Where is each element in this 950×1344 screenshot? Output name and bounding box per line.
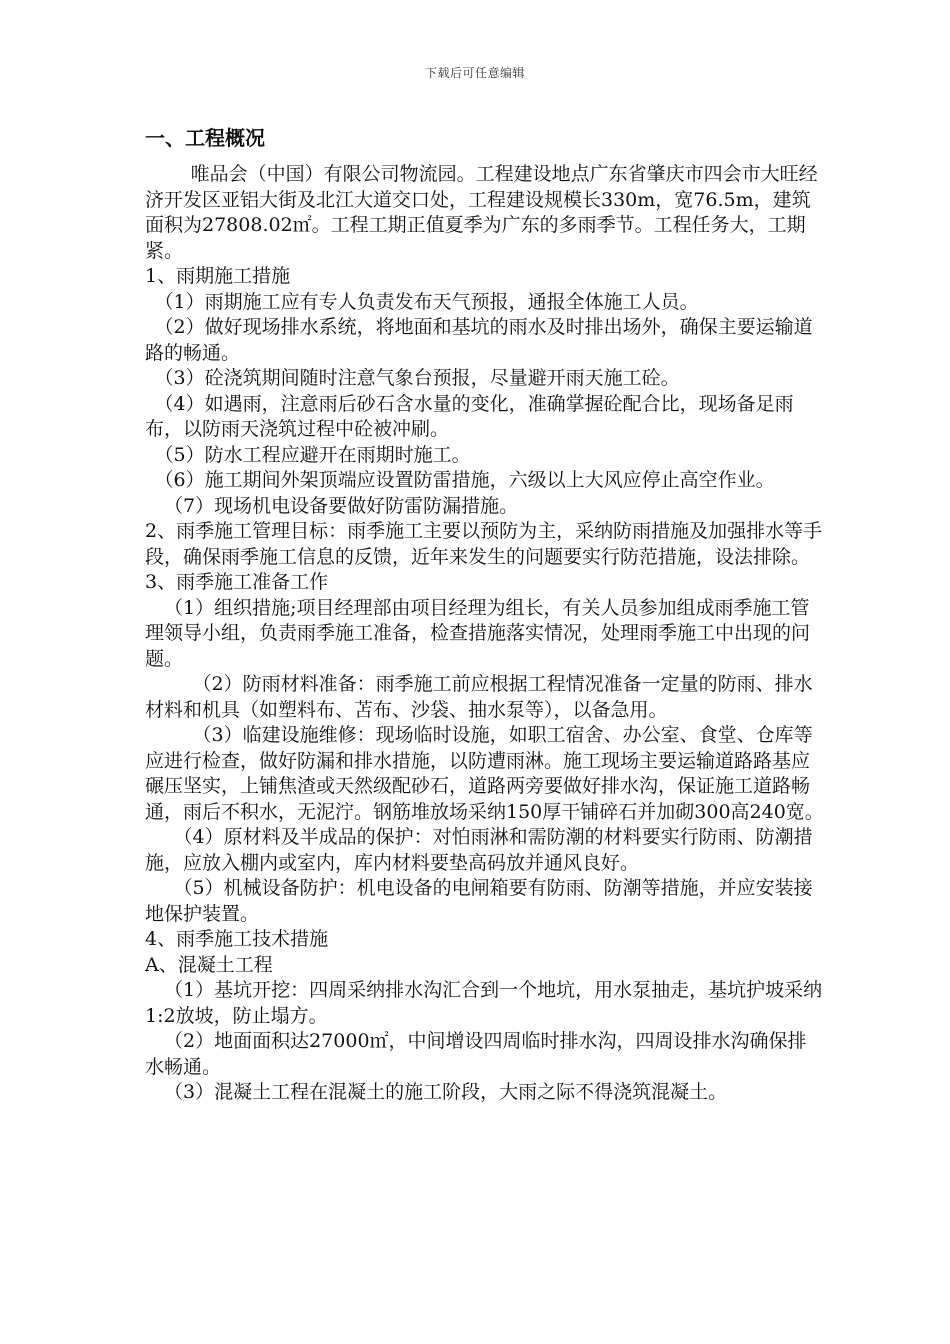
- list-item: （3）混凝土工程在混凝土的施工阶段，大雨之际不得浇筑混凝土。: [164, 1081, 728, 1103]
- list-item: （6）施工期间外架顶端应设置防雷措施，六级以上大风应停止高空作业。: [154, 469, 775, 491]
- list-item: （7）现场机电设备要做好防雷防漏措施。: [164, 494, 519, 517]
- list-item: （1）组织措施;项目经理部由项目经理为组长，有关人员参加组成雨季施工管理领导小组，负责雨季施工准备，检查措施落实情况，处理雨季施工中出现的问题。: [145, 596, 811, 670]
- list-item: （5）机械设备防护：机电设备的电闸箱要有防雨、防潮等措施，并应安装接地保护装置。: [145, 877, 813, 925]
- list-item: （2）防雨材料准备：雨季施工前应根据工程情况准备一定量的防雨、排水材料和机具（如塑料布、苫布、沙袋、抽水泵等），以备急用。: [145, 673, 813, 721]
- list-item: （2）地面面积达27000㎡，中间增设四周临时排水沟，四周设排水沟确保排水畅通。: [145, 1030, 807, 1078]
- header-note: 下载后可任意编辑: [424, 66, 525, 80]
- subsection-heading: 3、雨季施工准备工作: [145, 571, 329, 593]
- subsection-heading: 2、雨季施工管理目标：雨季施工主要以预防为主，采纳防雨措施及加强排水等手段，确保雨季施工信息的反馈，近年来发生的问题要实行防范措施，设法排除。: [145, 520, 823, 568]
- subsection-heading: 4、雨季施工技术措施: [145, 928, 329, 950]
- list-item: （4）原材料及半成品的保护：对怕雨淋和需防潮的材料要实行防雨、防潮措施，应放入棚内或室内，库内材料要垫高码放并通风良好。: [145, 826, 813, 874]
- list-item: （3）临建设施维修：现场临时设施，如职工宿舍、办公室、食堂、仓库等应进行检查，做好防漏和排水措施，以防遭雨淋。施工现场主要运输道路路基应碾压坚实，上铺焦渣或天然级配砂石，道路两旁要做好排水沟，保证施工道路畅通，雨后不积水，无泥泞。钢筋堆放场采纳150厚干铺碎石并加砌300高240宽。: [145, 724, 824, 823]
- section-title: 一、工程概况: [145, 126, 265, 150]
- subsection-heading: A、混凝土工程: [145, 953, 273, 976]
- list-item: （4）如遇雨，注意雨后砂石含水量的变化，准确掌握砼配合比，现场备足雨布，以防雨天浇筑过程中砼被冲刷。: [145, 392, 794, 440]
- paragraph: 唯品会（中国）有限公司物流园。工程建设地点广东省肇庆市四会市大旺经济开发区亚铝大街及北江大道交口处，工程建设规模长330m，宽76.5m，建筑面积为27808.02㎡。工程工期正值夏季为广东的多雨季节。工程任务大，工期紧。: [145, 163, 818, 262]
- list-item: （2）做好现场排水系统，将地面和基坑的雨水及时排出场外，确保主要运输道路的畅通。: [145, 316, 813, 364]
- list-item: （3）砼浇筑期间随时注意气象台预报，尽量避开雨天施工砼。: [154, 367, 680, 389]
- list-item: （1）基坑开挖：四周采纳排水沟汇合到一个地坑，用水泵抽走，基坑护坡采纳1:2放坡，防止塌方。: [145, 979, 823, 1027]
- subsection-heading: 1、雨期施工措施: [145, 265, 291, 287]
- document-body: [145, 124, 825, 1106]
- list-item: （1）雨期施工应有专人负责发布天气预报，通报全体施工人员。: [154, 290, 699, 313]
- list-item: （5）防水工程应避开在雨期时施工。: [154, 443, 471, 466]
